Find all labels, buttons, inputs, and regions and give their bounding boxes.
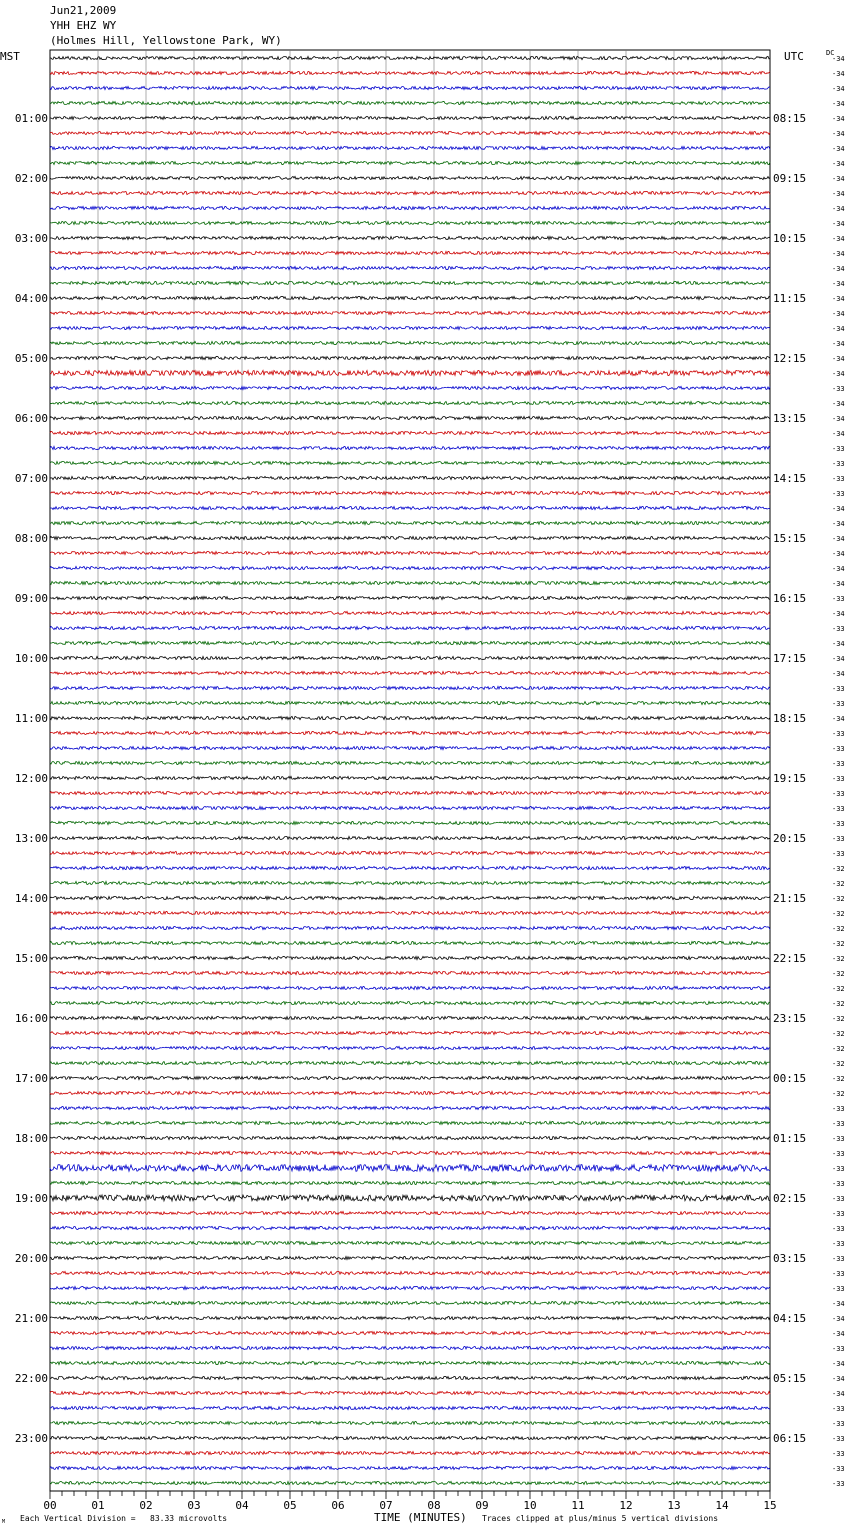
- left-hour-label: 08:00: [14, 532, 48, 545]
- trace-line: [50, 851, 770, 854]
- trace-line: [50, 881, 770, 884]
- trace-line: [50, 476, 770, 479]
- dc-offset-label: -33: [832, 1180, 845, 1188]
- left-hour-label: 04:00: [14, 292, 48, 305]
- dc-offset-label: -33: [832, 850, 845, 858]
- dc-offset-label: -34: [832, 160, 845, 168]
- right-hour-label: 09:15: [773, 172, 807, 185]
- trace-line: [50, 641, 770, 644]
- dc-offset-label: -33: [832, 445, 845, 453]
- dc-offset-label: -32: [832, 1090, 845, 1098]
- dc-offset-label: -33: [832, 385, 845, 393]
- trace-line: [50, 1346, 770, 1349]
- dc-offset-label: -32: [832, 940, 845, 948]
- trace-line: [50, 491, 770, 494]
- right-hour-label: 17:15: [773, 652, 807, 665]
- dc-offset-label: -34: [832, 520, 845, 528]
- dc-offset-label: -33: [832, 835, 845, 843]
- dc-offset-label: -34: [832, 1390, 845, 1398]
- clip-note: Traces clipped at plus/minus 5 vertical divisions: [482, 1514, 719, 1523]
- dc-offset-label: -33: [832, 1165, 845, 1173]
- right-hour-label: 20:15: [773, 832, 807, 845]
- plot-frame: [50, 50, 770, 1491]
- trace-line: [50, 131, 770, 134]
- trace-line: [50, 701, 770, 704]
- trace-line: [50, 1106, 770, 1109]
- dc-offset-label: -33: [832, 460, 845, 468]
- right-hour-label: 08:15: [773, 112, 807, 125]
- right-hour-label: 23:15: [773, 1012, 807, 1025]
- dc-offset-label: -33: [832, 1285, 845, 1293]
- trace-line: [50, 1301, 770, 1304]
- dc-offset-label: -33: [832, 1225, 845, 1233]
- right-hour-label: 00:15: [773, 1072, 807, 1085]
- dc-offset-label: -34: [832, 130, 845, 138]
- header-location: (Holmes Hill, Yellowstone Park, WY): [50, 34, 282, 47]
- left-hour-label: 12:00: [14, 772, 48, 785]
- dc-offset-label: -33: [832, 1135, 845, 1143]
- trace-line: [50, 1361, 770, 1364]
- trace-line: [50, 536, 770, 539]
- trace-line: [50, 791, 770, 794]
- dc-offset-label: -34: [832, 640, 845, 648]
- left-hour-label: 02:00: [14, 172, 48, 185]
- x-tick-label: 07: [379, 1499, 393, 1512]
- dc-offset-label: -34: [832, 610, 845, 618]
- right-hour-label: 22:15: [773, 952, 807, 965]
- trace-line: [50, 1481, 770, 1484]
- dc-offset-label: -33: [832, 1420, 845, 1428]
- dc-offset-label: -34: [832, 115, 845, 123]
- dc-offset-label: -34: [832, 355, 845, 363]
- trace-line: [50, 1151, 770, 1154]
- dc-offset-label: -33: [832, 805, 845, 813]
- trace-line: [50, 71, 770, 74]
- dc-offset-label: -34: [832, 550, 845, 558]
- right-hour-label: 03:15: [773, 1252, 807, 1265]
- trace-line: [50, 821, 770, 824]
- trace-line: [50, 506, 770, 509]
- dc-offset-label: -34: [832, 565, 845, 573]
- right-hour-label: 04:15: [773, 1312, 807, 1325]
- trace-line: [50, 836, 770, 839]
- left-timezone-label: MST: [0, 50, 20, 63]
- dc-offset-label: -33: [832, 700, 845, 708]
- dc-offset-label: -34: [832, 655, 845, 663]
- dc-offset-label: -33: [832, 1270, 845, 1278]
- trace-line: [50, 1181, 770, 1184]
- dc-offset-label: -34: [832, 400, 845, 408]
- dc-offset-label: -33: [832, 1195, 845, 1203]
- trace-line: [50, 401, 770, 404]
- vertical-division-note: Each Vertical Division = 83.33 microvolts: [20, 1514, 228, 1523]
- trace-line: [50, 370, 770, 375]
- dc-offset-label: -34: [832, 415, 845, 423]
- dc-offset-label: -32: [832, 970, 845, 978]
- dc-offset-label: -34: [832, 235, 845, 243]
- left-hour-label: 06:00: [14, 412, 48, 425]
- dc-offset-label: -34: [832, 295, 845, 303]
- right-hour-label: 02:15: [773, 1192, 807, 1205]
- trace-line: [50, 1241, 770, 1244]
- right-hour-label: 11:15: [773, 292, 807, 305]
- dc-offset-label: -32: [832, 1030, 845, 1038]
- dc-offset-label: -32: [832, 985, 845, 993]
- trace-line: [50, 671, 770, 674]
- dc-offset-label: -34: [832, 205, 845, 213]
- right-hour-label: 12:15: [773, 352, 807, 365]
- trace-line: [50, 686, 770, 689]
- trace-line: [50, 716, 770, 719]
- trace-line: [50, 326, 770, 329]
- trace-line: [50, 1316, 770, 1319]
- x-tick-label: 06: [331, 1499, 345, 1512]
- left-hour-label: 10:00: [14, 652, 48, 665]
- trace-line: [50, 941, 770, 944]
- trace-line: [50, 971, 770, 974]
- dc-offset-label: -34: [832, 1375, 845, 1383]
- trace-line: [50, 986, 770, 989]
- dc-offset-label: -34: [832, 340, 845, 348]
- dc-offset-label: -33: [832, 760, 845, 768]
- trace-line: [50, 191, 770, 194]
- trace-line: [50, 221, 770, 224]
- dc-offset-label: -33: [832, 820, 845, 828]
- trace-line: [50, 911, 770, 914]
- left-hour-label: 09:00: [14, 592, 48, 605]
- trace-line: [50, 566, 770, 569]
- left-hour-label: 01:00: [14, 112, 48, 125]
- right-hour-label: 16:15: [773, 592, 807, 605]
- trace-line: [50, 56, 770, 59]
- trace-line: [50, 1256, 770, 1259]
- left-hour-label: 22:00: [14, 1372, 48, 1385]
- right-hour-label: 06:15: [773, 1432, 807, 1445]
- trace-line: [50, 341, 770, 344]
- dc-offset-label: -32: [832, 865, 845, 873]
- trace-line: [50, 626, 770, 629]
- dc-offset-label: -33: [832, 1210, 845, 1218]
- x-tick-label: 14: [715, 1499, 729, 1512]
- header-date: Jun21,2009: [50, 4, 117, 17]
- dc-offset-label: -34: [832, 370, 845, 378]
- dc-offset-label: -34: [832, 70, 845, 78]
- dc-offset-label: -33: [832, 730, 845, 738]
- dc-offset-label: -34: [832, 100, 845, 108]
- right-timezone-label: UTC: [784, 50, 804, 63]
- x-tick-label: 10: [523, 1499, 537, 1512]
- trace-line: [50, 101, 770, 104]
- left-hour-label: 07:00: [14, 472, 48, 485]
- trace-line: [50, 1226, 770, 1229]
- dc-offset-label: -32: [832, 925, 845, 933]
- trace-line: [50, 446, 770, 449]
- dc-offset-label: -34: [832, 175, 845, 183]
- trace-line: [50, 1136, 770, 1139]
- trace-line: [50, 746, 770, 749]
- dc-offset-label: -34: [832, 670, 845, 678]
- right-hour-label: 13:15: [773, 412, 807, 425]
- trace-line: [50, 236, 770, 239]
- dc-offset-label: -32: [832, 895, 845, 903]
- left-hour-label: 20:00: [14, 1252, 48, 1265]
- dc-offset-label: -33: [832, 685, 845, 693]
- trace-line: [50, 206, 770, 209]
- trace-line: [50, 431, 770, 434]
- trace-line: [50, 1376, 770, 1379]
- trace-line: [50, 86, 770, 89]
- dc-offset-label: -32: [832, 1045, 845, 1053]
- trace-line: [50, 926, 770, 929]
- right-hour-label: 14:15: [773, 472, 807, 485]
- dc-offset-label: -33: [832, 1465, 845, 1473]
- x-tick-label: 02: [139, 1499, 153, 1512]
- dc-offset-label: -33: [832, 1120, 845, 1128]
- dc-offset-label: -33: [832, 490, 845, 498]
- right-hour-label: 19:15: [773, 772, 807, 785]
- dc-offset-label: -32: [832, 955, 845, 963]
- trace-line: [50, 116, 770, 119]
- trace-line: [50, 521, 770, 524]
- x-tick-label: 13: [667, 1499, 681, 1512]
- trace-line: [50, 1466, 770, 1469]
- dc-offset-label: -33: [832, 790, 845, 798]
- trace-line: [50, 776, 770, 779]
- x-axis-title: TIME (MINUTES): [374, 1511, 467, 1524]
- trace-line: [50, 1031, 770, 1034]
- dc-offset-label: -34: [832, 535, 845, 543]
- dc-offset-label: -32: [832, 1075, 845, 1083]
- dc-offset-label: -33: [832, 1255, 845, 1263]
- trace-line: [50, 896, 770, 899]
- header-station: YHH EHZ WY: [50, 19, 117, 32]
- x-tick-label: 08: [427, 1499, 441, 1512]
- dc-offset-label: -34: [832, 280, 845, 288]
- trace-line: [50, 1076, 770, 1079]
- dc-offset-label: -34: [832, 1360, 845, 1368]
- right-hour-label: 01:15: [773, 1132, 807, 1145]
- dc-offset-label: -32: [832, 880, 845, 888]
- trace-line: [50, 461, 770, 464]
- dc-offset-label: -33: [832, 1105, 845, 1113]
- trace-line: [50, 1286, 770, 1289]
- dc-offset-label: -34: [832, 430, 845, 438]
- dc-offset-label: -34: [832, 265, 845, 273]
- trace-line: [50, 1211, 770, 1214]
- dc-offset-label: -32: [832, 1060, 845, 1068]
- trace-line: [50, 176, 770, 179]
- x-tick-label: 04: [235, 1499, 249, 1512]
- left-hour-label: 19:00: [14, 1192, 48, 1205]
- x-tick-label: 05: [283, 1499, 297, 1512]
- trace-line: [50, 806, 770, 809]
- trace-line: [50, 956, 770, 959]
- trace-line: [50, 611, 770, 614]
- right-hour-label: 05:15: [773, 1372, 807, 1385]
- dc-offset-label: -33: [832, 625, 845, 633]
- left-hour-label: 14:00: [14, 892, 48, 905]
- dc-offset-label: -34: [832, 190, 845, 198]
- x-tick-label: 11: [571, 1499, 585, 1512]
- trace-line: [50, 296, 770, 299]
- left-hour-label: 13:00: [14, 832, 48, 845]
- dc-offset-label: -33: [832, 1405, 845, 1413]
- dc-offset-label: -34: [832, 85, 845, 93]
- trace-line: [50, 1436, 770, 1439]
- dc-offset-label: -34: [832, 1300, 845, 1308]
- left-hour-label: 17:00: [14, 1072, 48, 1085]
- trace-line: [50, 1391, 770, 1394]
- left-hour-label: 05:00: [14, 352, 48, 365]
- trace-line: [50, 1165, 770, 1172]
- trace-line: [50, 1016, 770, 1019]
- dc-label: DC: [826, 49, 835, 57]
- trace-line: [50, 1061, 770, 1064]
- dc-offset-label: -33: [832, 1240, 845, 1248]
- trace-line: [50, 1331, 770, 1334]
- dc-offset-label: -32: [832, 1015, 845, 1023]
- trace-line: [50, 596, 770, 599]
- dc-offset-label: -34: [832, 715, 845, 723]
- dc-offset-label: -33: [832, 595, 845, 603]
- trace-line: [50, 281, 770, 284]
- dc-offset-label: -33: [832, 775, 845, 783]
- trace-line: [50, 1451, 770, 1454]
- right-hour-label: 21:15: [773, 892, 807, 905]
- trace-line: [50, 311, 770, 314]
- corner-mark: M: [2, 1519, 6, 1525]
- dc-offset-label: -34: [832, 325, 845, 333]
- trace-line: [50, 1046, 770, 1049]
- x-tick-label: 03: [187, 1499, 201, 1512]
- x-tick-label: 12: [619, 1499, 633, 1512]
- trace-line: [50, 551, 770, 554]
- trace-line: [50, 1001, 770, 1004]
- dc-offset-label: -32: [832, 1000, 845, 1008]
- dc-offset-label: -33: [832, 1450, 845, 1458]
- left-hour-label: 23:00: [14, 1432, 48, 1445]
- dc-offset-label: -34: [832, 310, 845, 318]
- trace-line: [50, 161, 770, 164]
- dc-offset-label: -34: [832, 580, 845, 588]
- dc-offset-label: -34: [832, 1330, 845, 1338]
- dc-offset-label: -34: [832, 1315, 845, 1323]
- dc-offset-label: -33: [832, 745, 845, 753]
- trace-line: [50, 1121, 770, 1124]
- left-hour-label: 16:00: [14, 1012, 48, 1025]
- dc-offset-label: -33: [832, 1150, 845, 1158]
- dc-offset-label: -34: [832, 145, 845, 153]
- dc-offset-label: -33: [832, 1480, 845, 1488]
- left-hour-label: 18:00: [14, 1132, 48, 1145]
- trace-line: [50, 656, 770, 659]
- dc-offset-label: -34: [832, 505, 845, 513]
- x-tick-label: 15: [763, 1499, 777, 1512]
- trace-line: [50, 386, 770, 389]
- trace-line: [50, 266, 770, 269]
- trace-line: [50, 251, 770, 254]
- left-hour-label: 11:00: [14, 712, 48, 725]
- dc-offset-label: -32: [832, 910, 845, 918]
- trace-line: [50, 866, 770, 869]
- trace-line: [50, 1091, 770, 1094]
- dc-offset-label: -33: [832, 475, 845, 483]
- x-tick-label: 00: [43, 1499, 57, 1512]
- trace-line: [50, 581, 770, 584]
- trace-line: [50, 731, 770, 734]
- right-hour-label: 10:15: [773, 232, 807, 245]
- dc-offset-label: -34: [832, 220, 845, 228]
- trace-line: [50, 356, 770, 359]
- dc-offset-label: -34: [832, 55, 845, 63]
- trace-line: [50, 761, 770, 764]
- trace-line: [50, 1406, 770, 1409]
- x-tick-label: 01: [91, 1499, 105, 1512]
- right-hour-label: 18:15: [773, 712, 807, 725]
- right-hour-label: 15:15: [773, 532, 807, 545]
- dc-offset-label: -33: [832, 1345, 845, 1353]
- dc-offset-label: -34: [832, 250, 845, 258]
- x-tick-label: 09: [475, 1499, 489, 1512]
- trace-line: [50, 1195, 770, 1201]
- trace-line: [50, 1271, 770, 1274]
- left-hour-label: 03:00: [14, 232, 48, 245]
- trace-line: [50, 1421, 770, 1424]
- dc-offset-label: -33: [832, 1435, 845, 1443]
- trace-line: [50, 146, 770, 149]
- left-hour-label: 21:00: [14, 1312, 48, 1325]
- left-hour-label: 15:00: [14, 952, 48, 965]
- trace-line: [50, 416, 770, 419]
